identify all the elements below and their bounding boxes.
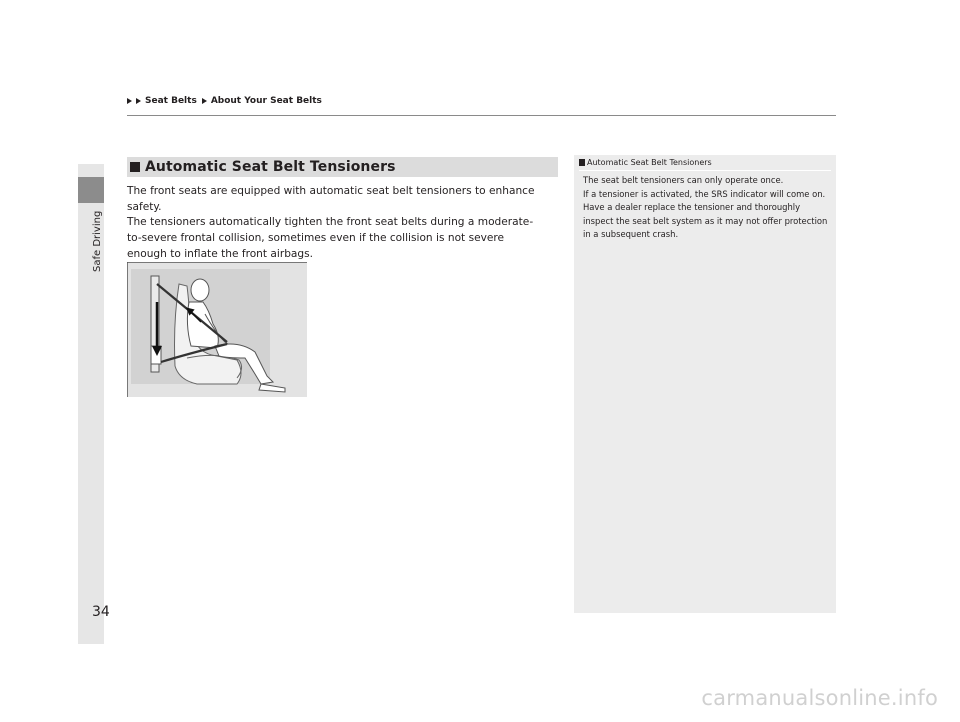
- paragraph-tensioners: The tensioners automatically tighten the front seat belts during a moderate-to-severe frontal collision, sometimes even if the collision is not severe enough to inflate the front airbags.: [127, 216, 534, 260]
- breadcrumb-arrow-icon: [136, 98, 141, 104]
- watermark: carmanualsonline.info: [701, 686, 938, 710]
- breadcrumb: [127, 96, 322, 106]
- breadcrumb-arrow-icon: [127, 98, 132, 104]
- breadcrumb-item-about[interactable]: About Your Seat Belts: [210, 96, 322, 106]
- note-rule: [579, 170, 831, 171]
- side-tab-label-wrap: [72, 200, 102, 280]
- note-body: [583, 174, 831, 242]
- breadcrumb-item-seat-belts[interactable]: Seat Belts: [145, 96, 197, 106]
- breadcrumb-arrow-icon: [202, 98, 207, 104]
- paragraph-intro: The front seats are equipped with automatic seat belt tensioners to enhance safety.: [127, 185, 535, 213]
- page-number: 34: [92, 604, 110, 620]
- seat-belt-illustration: [127, 262, 307, 397]
- side-tab-label: Safe Driving: [92, 210, 103, 272]
- note-title-text: Automatic Seat Belt Tensioners: [587, 158, 712, 167]
- note-line: The seat belt tensioners can only operate once.: [583, 175, 784, 185]
- section-heading: Automatic Seat Belt Tensioners: [145, 159, 396, 175]
- seat-belt-drawing: [127, 262, 307, 397]
- heading-square-icon: [130, 162, 140, 172]
- note-marker-icon: [579, 159, 585, 166]
- header-rule: [127, 115, 836, 116]
- note-title: [579, 158, 712, 167]
- section-heading-bar: [127, 157, 558, 177]
- note-line: If a tensioner is activated, the SRS indicator will come on. Have a dealer replace the tensioner and thoroughly inspect the seat belt system as it may not offer protection in a subsequent crash.: [583, 188, 828, 239]
